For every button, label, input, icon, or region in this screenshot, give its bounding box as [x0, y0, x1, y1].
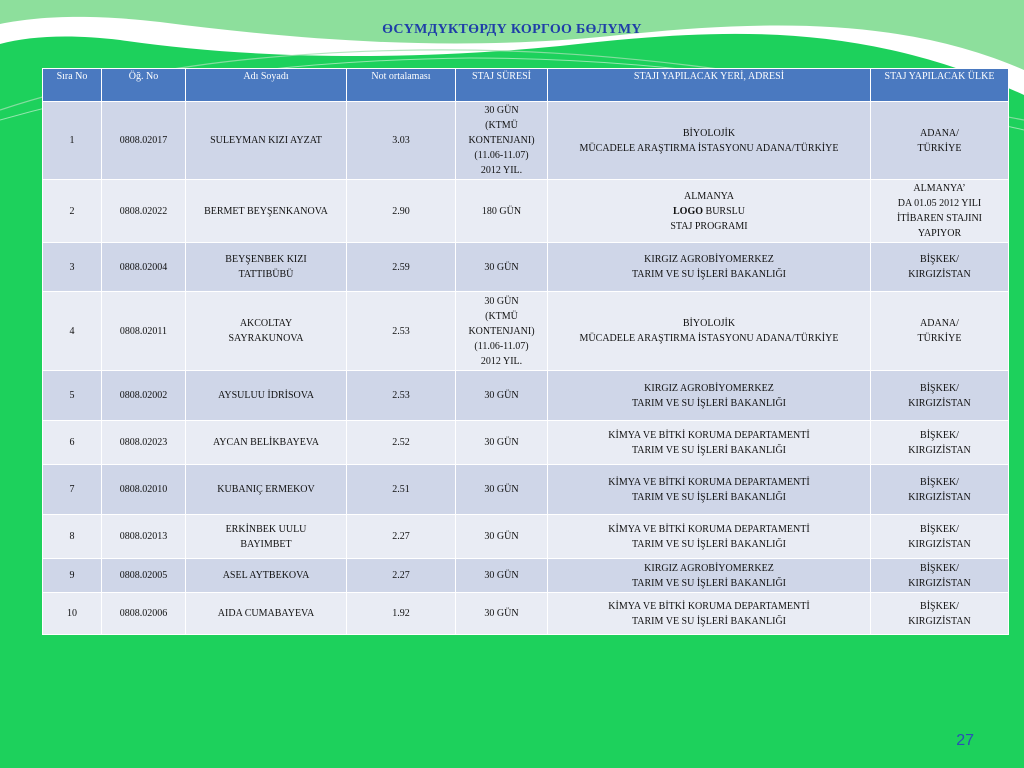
cell-name: SULEYMAN KIZI AYZAT	[186, 102, 347, 180]
cell-ogrenci-no: 0808.02002	[102, 371, 186, 421]
cell-name: ERKİNBEK UULU BAYIMBET	[186, 515, 347, 559]
cell-duration: 30 GÜN	[456, 593, 548, 635]
cell-duration: 30 GÜN	[456, 465, 548, 515]
cell-country: BİŞKEK/ KIRGIZİSTAN	[871, 559, 1009, 593]
place-logo-bold: LOGO	[673, 205, 704, 217]
header-staj-ulke: STAJ YAPILACAK ÜLKE	[871, 69, 1009, 102]
cell-name: AKCOLTAY SAYRAKUNOVA	[186, 292, 347, 371]
cell-place: KİMYA VE BİTKİ KORUMA DEPARTAMENTİ TARIM VE SU İŞLERİ BAKANLIĞI	[548, 515, 871, 559]
cell-ogrenci-no: 0808.02010	[102, 465, 186, 515]
table-row	[43, 465, 1009, 515]
cell-duration: 30 GÜN	[456, 559, 548, 593]
cell-country: BİŞKEK/ KIRGIZİSTAN	[871, 465, 1009, 515]
cell-ogrenci-no: 0808.02023	[102, 421, 186, 465]
cell-name: AYSULUU İDRİSOVA	[186, 371, 347, 421]
cell-gpa: 2.53	[347, 371, 456, 421]
cell-gpa: 1.92	[347, 593, 456, 635]
cell-sira-no: 5	[43, 371, 102, 421]
cell-sira-no: 2	[43, 180, 102, 243]
table-row	[43, 593, 1009, 635]
cell-name: KUBANIÇ ERMEKOV	[186, 465, 347, 515]
cell-ogrenci-no: 0808.02013	[102, 515, 186, 559]
table-row	[43, 180, 1009, 243]
cell-name: BEYŞENBEK KIZI TATTIBÜBÜ	[186, 243, 347, 292]
page-number: 27	[956, 732, 974, 749]
cell-sira-no: 10	[43, 593, 102, 635]
cell-place: KİMYA VE BİTKİ KORUMA DEPARTAMENTİ TARIM VE SU İŞLERİ BAKANLIĞI	[548, 593, 871, 635]
internship-table	[42, 68, 1009, 635]
table-row	[43, 515, 1009, 559]
cell-gpa: 2.90	[347, 180, 456, 243]
cell-name: ASEL AYTBEKOVA	[186, 559, 347, 593]
cell-sira-no: 1	[43, 102, 102, 180]
header-sira-no: Sıra No	[43, 69, 102, 102]
place-line: ALMANYA	[684, 190, 734, 202]
table-row	[43, 243, 1009, 292]
cell-name: AYCAN BELİKBAYEVA	[186, 421, 347, 465]
cell-place: KIRGIZ AGROBİYOMERKEZ TARIM VE SU İŞLERİ BAKANLIĞI	[548, 243, 871, 292]
table-row	[43, 421, 1009, 465]
cell-country: BİŞKEK/ KIRGIZİSTAN	[871, 421, 1009, 465]
cell-country: ADANA/ TÜRKİYE	[871, 292, 1009, 371]
table-row	[43, 292, 1009, 371]
cell-gpa: 2.59	[347, 243, 456, 292]
cell-country: BİŞKEK/ KIRGIZİSTAN	[871, 515, 1009, 559]
cell-country: BİŞKEK/ KIRGIZİSTAN	[871, 371, 1009, 421]
cell-sira-no: 8	[43, 515, 102, 559]
cell-name: BERMET BEYŞENKANOVA	[186, 180, 347, 243]
cell-gpa: 2.52	[347, 421, 456, 465]
cell-place	[548, 180, 871, 243]
cell-place: KIRGIZ AGROBİYOMERKEZ TARIM VE SU İŞLERİ BAKANLIĞI	[548, 371, 871, 421]
cell-gpa: 2.53	[347, 292, 456, 371]
cell-sira-no: 4	[43, 292, 102, 371]
cell-duration: 30 GÜN	[456, 515, 548, 559]
cell-ogrenci-no: 0808.02004	[102, 243, 186, 292]
table-row	[43, 559, 1009, 593]
cell-country: BİŞKEK/ KIRGIZİSTAN	[871, 243, 1009, 292]
cell-duration: 30 GÜN	[456, 243, 548, 292]
header-staj-yeri: STAJI YAPILACAK YERİ, ADRESİ	[548, 69, 871, 102]
cell-country: BİŞKEK/ KIRGIZİSTAN	[871, 593, 1009, 635]
header-ogrenci-no: Öğ. No	[102, 69, 186, 102]
cell-duration: 30 GÜN	[456, 421, 548, 465]
cell-duration: 30 GÜN (KTMÜ KONTENJANI) (11.06-11.07) 2012 YIL.	[456, 102, 548, 180]
table-header-row	[43, 69, 1009, 102]
cell-place: KIRGIZ AGROBİYOMERKEZ TARIM VE SU İŞLERİ BAKANLIĞI	[548, 559, 871, 593]
cell-duration: 180 GÜN	[456, 180, 548, 243]
cell-country: ADANA/ TÜRKİYE	[871, 102, 1009, 180]
cell-ogrenci-no: 0808.02006	[102, 593, 186, 635]
cell-ogrenci-no: 0808.02022	[102, 180, 186, 243]
cell-ogrenci-no: 0808.02005	[102, 559, 186, 593]
cell-place: BİYOLOJİK MÜCADELE ARAŞTIRMA İSTASYONU ADANA/TÜRKİYE	[548, 292, 871, 371]
cell-sira-no: 7	[43, 465, 102, 515]
cell-gpa: 3.03	[347, 102, 456, 180]
header-adi-soyadi: Adı Soyadı	[186, 69, 347, 102]
slide-title: ӨСҮМДҮКТӨРДҮ КОРГОО БӨЛҮМҮ	[382, 22, 642, 37]
cell-gpa: 2.27	[347, 515, 456, 559]
cell-ogrenci-no: 0808.02011	[102, 292, 186, 371]
cell-name: AIDA CUMABAYEVA	[186, 593, 347, 635]
cell-gpa: 2.27	[347, 559, 456, 593]
cell-place: KİMYA VE BİTKİ KORUMA DEPARTAMENTİ TARIM VE SU İŞLERİ BAKANLIĞI	[548, 421, 871, 465]
cell-ogrenci-no: 0808.02017	[102, 102, 186, 180]
table-row	[43, 102, 1009, 180]
cell-sira-no: 9	[43, 559, 102, 593]
cell-duration: 30 GÜN	[456, 371, 548, 421]
cell-sira-no: 6	[43, 421, 102, 465]
cell-place: KİMYA VE BİTKİ KORUMA DEPARTAMENTİ TARIM VE SU İŞLERİ BAKANLIĞI	[548, 465, 871, 515]
header-not-ortalamasi: Not ortalaması	[347, 69, 456, 102]
table-row	[43, 371, 1009, 421]
cell-country: ALMANYA’ DA 01.05 2012 YILI İTİBAREN STAJINI YAPIYOR	[871, 180, 1009, 243]
cell-sira-no: 3	[43, 243, 102, 292]
place-rest: BURSLU STAJ PROGRAMI	[670, 205, 748, 232]
header-staj-suresi: STAJ SÜRESİ	[456, 69, 548, 102]
cell-place: BİYOLOJİK MÜCADELE ARAŞTIRMA İSTASYONU ADANA/TÜRKİYE	[548, 102, 871, 180]
cell-gpa: 2.51	[347, 465, 456, 515]
cell-duration: 30 GÜN (KTMÜ KONTENJANI) (11.06-11.07) 2012 YIL.	[456, 292, 548, 371]
